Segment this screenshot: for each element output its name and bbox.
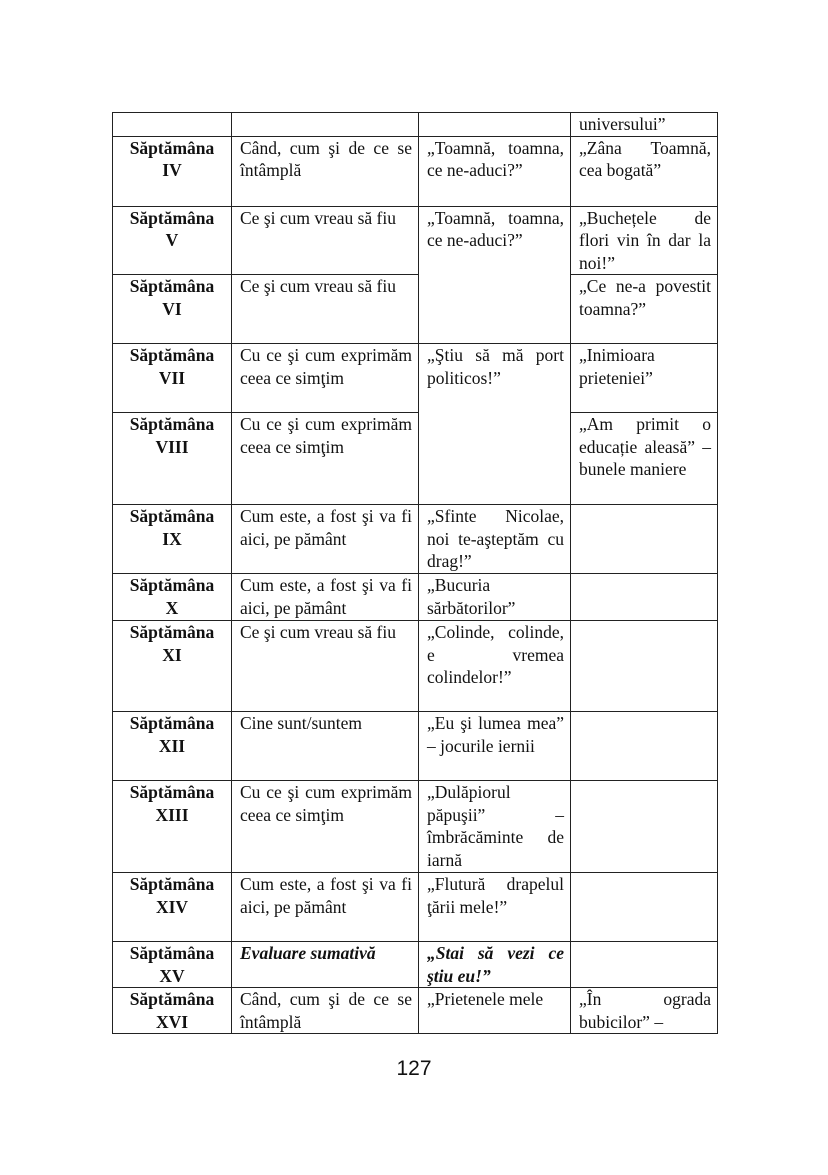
subtheme-cell: „Inimioara prieteniei”	[571, 344, 718, 413]
week-cell: Săptămâna VIII	[113, 413, 232, 505]
week-cell: Săptămâna IX	[113, 505, 232, 574]
project-cell: „Stai să vezi ce ştiu eu!”	[419, 942, 571, 988]
subtheme-cell	[571, 873, 718, 942]
week-cell: Săptămâna IV	[113, 136, 232, 206]
project-cell: „Flutură drapelul ţării mele!”	[419, 873, 571, 942]
theme-cell: Cum este, a fost şi va fi aici, pe pământ	[232, 574, 419, 621]
project-cell: „Dulăpiorul păpuşii” – îmbrăcăminte de iarnă	[419, 781, 571, 873]
table-row	[113, 781, 718, 873]
table-row	[113, 505, 718, 574]
theme-cell: Ce şi cum vreau să fiu	[232, 621, 419, 712]
week-cell: Săptămâna V	[113, 206, 232, 275]
table-row	[113, 988, 718, 1034]
subtheme-cell	[571, 621, 718, 712]
planning-table	[112, 112, 718, 1034]
theme-cell: Ce şi cum vreau să fiu	[232, 275, 419, 344]
subtheme-cell	[571, 781, 718, 873]
subtheme-cell	[571, 505, 718, 574]
week-cell: Săptămâna XII	[113, 712, 232, 781]
table-row	[113, 275, 718, 344]
project-cell: „Ştiu să mă port politicos!”	[419, 344, 571, 505]
week-cell	[113, 113, 232, 137]
project-cell: „Toamnă, toamna, ce ne-aduci?”	[419, 136, 571, 206]
table-row	[113, 873, 718, 942]
theme-cell: Cum este, a fost şi va fi aici, pe pământ	[232, 873, 419, 942]
table-row	[113, 621, 718, 712]
theme-cell: Când, cum şi de ce se întâmplă	[232, 988, 419, 1034]
subtheme-cell: universului”	[571, 113, 718, 137]
project-cell: „Toamnă, toamna, ce ne-aduci?”	[419, 206, 571, 344]
subtheme-cell: „Am primit o educație aleasă” – bunele maniere	[571, 413, 718, 505]
project-cell: „Bucuria sărbătorilor”	[419, 574, 571, 621]
theme-cell: Cu ce şi cum exprimăm ceea ce simţim	[232, 413, 419, 505]
week-cell: Săptămâna XIII	[113, 781, 232, 873]
table-row	[113, 344, 718, 413]
subtheme-cell	[571, 574, 718, 621]
subtheme-cell	[571, 942, 718, 988]
subtheme-cell: „Ce ne-a povestit toamna?”	[571, 275, 718, 344]
table-row	[113, 712, 718, 781]
table-row	[113, 413, 718, 505]
subtheme-cell: „Zâna Toamnă, cea bogată”	[571, 136, 718, 206]
project-cell: „Colinde, colinde, e vremea colindelor!”	[419, 621, 571, 712]
theme-cell	[232, 113, 419, 137]
week-cell: Săptămâna XV	[113, 942, 232, 988]
theme-cell: Cum este, a fost şi va fi aici, pe pământ	[232, 505, 419, 574]
project-cell: „Sfinte Nicolae, noi te-aşteptăm cu drag!”	[419, 505, 571, 574]
page-number: 127	[396, 1057, 432, 1080]
week-cell: Săptămâna XI	[113, 621, 232, 712]
week-cell: Săptămâna X	[113, 574, 232, 621]
subtheme-cell	[571, 712, 718, 781]
table-row	[113, 574, 718, 621]
project-cell	[419, 113, 571, 137]
theme-cell: Evaluare sumativă	[232, 942, 419, 988]
week-cell: Săptămâna VII	[113, 344, 232, 413]
subtheme-cell: „Buchețele de flori vin în dar la noi!”	[571, 206, 718, 275]
table-row	[113, 942, 718, 988]
table-row	[113, 136, 718, 206]
theme-cell: Cu ce şi cum exprimăm ceea ce simţim	[232, 344, 419, 413]
theme-cell: Când, cum şi de ce se întâmplă	[232, 136, 419, 206]
subtheme-cell: „În ograda bubicilor” –	[571, 988, 718, 1034]
theme-cell: Cu ce şi cum exprimăm ceea ce simţim	[232, 781, 419, 873]
theme-cell: Ce şi cum vreau să fiu	[232, 206, 419, 275]
project-cell: „Prietenele mele	[419, 988, 571, 1034]
theme-cell: Cine sunt/suntem	[232, 712, 419, 781]
project-cell: „Eu şi lumea mea” – jocurile iernii	[419, 712, 571, 781]
table-row	[113, 113, 718, 137]
week-cell: Săptămâna XIV	[113, 873, 232, 942]
table-row	[113, 206, 718, 275]
week-cell: Săptămâna VI	[113, 275, 232, 344]
week-cell: Săptămâna XVI	[113, 988, 232, 1034]
